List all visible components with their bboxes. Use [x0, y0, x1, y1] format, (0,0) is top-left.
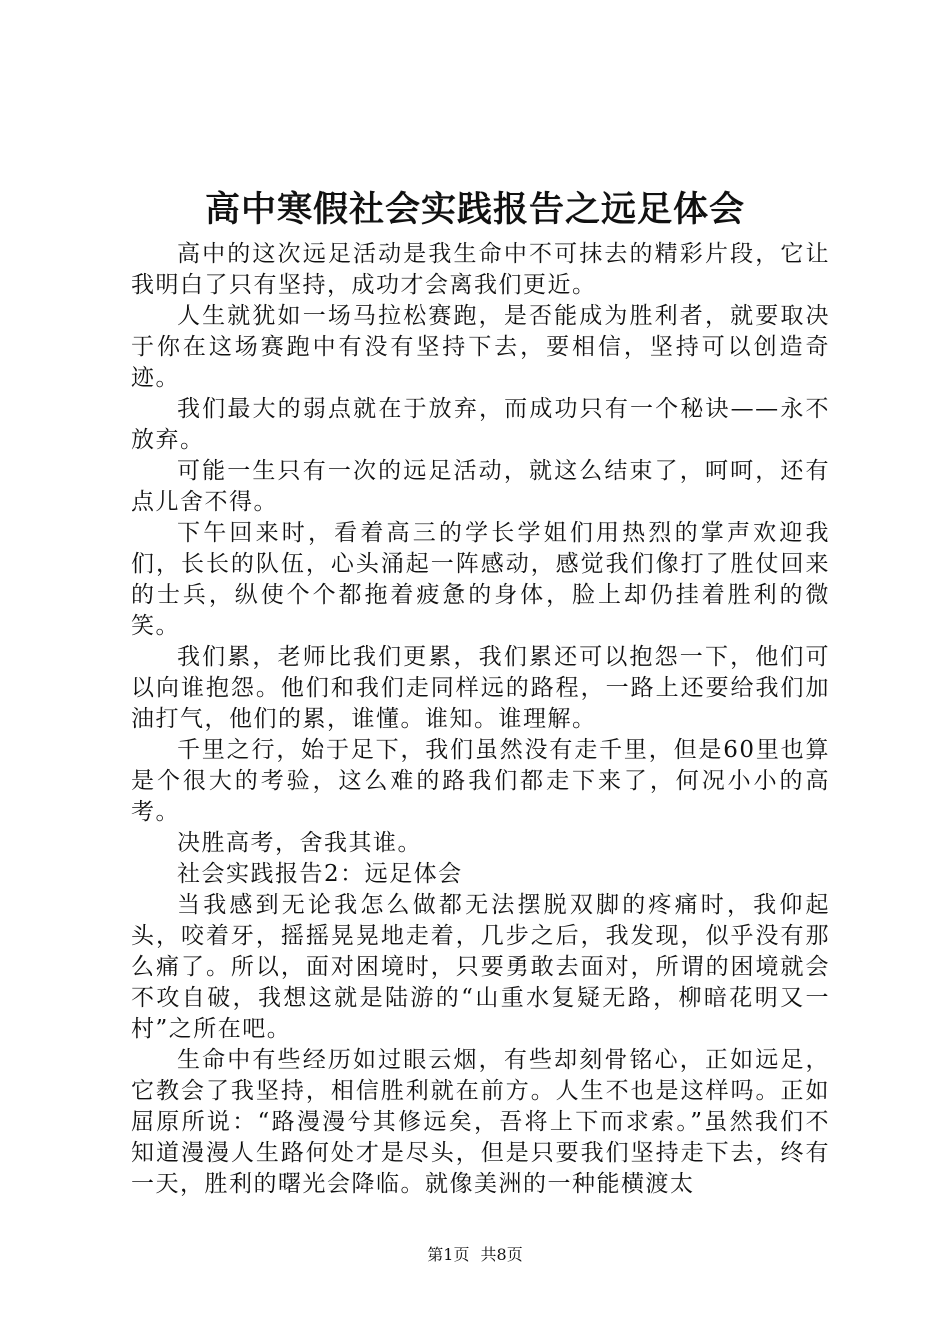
- page-number: 第1页: [427, 1245, 470, 1264]
- paragraph: 人生就犹如一场马拉松赛跑，是否能成为胜利者，就要取决于你在这场赛跑中有没有坚持下去，要相信，坚持可以创造奇迹。: [131, 303, 830, 391]
- paragraph: 我们累，老师比我们更累，我们累还可以抱怨一下，他们可以向谁抱怨。他们和我们走同样远的路程，一路上还要给我们加油打气，他们的累，谁懂。谁知。谁理解。: [131, 644, 830, 732]
- document-title: 高中寒假社会实践报告之远足体会: [204, 189, 745, 230]
- paragraph: 生命中有些经历如过眼云烟，有些却刻骨铭心，正如远足，它教会了我坚持，相信胜利就在前方。人生不也是这样吗。正如屈原所说：“路漫漫兮其修远矣，吾将上下而求索。”虽然我们不知道漫漫人生路何处才是尽头，但是只要我们坚持走下去，终有一天，胜利的曙光会降临。就像美洲的一种能横渡太: [131, 1047, 830, 1197]
- document-body: [131, 239, 830, 1200]
- paragraph: 可能一生只有一次的远足活动，就这么结束了，呵呵，还有点儿舍不得。: [131, 458, 830, 515]
- page-total: 共8页: [480, 1245, 523, 1264]
- page-footer: [0, 1244, 950, 1266]
- paragraph: 当我感到无论我怎么做都无法摆脱双脚的疼痛时，我仰起头，咬着牙，摇摇晃晃地走着，几步之后，我发现，似乎没有那么痛了。所以，面对困境时，只要勇敢去面对，所谓的困境就会不攻自破，我想这就是陆游的“山重水复疑无路，柳暗花明又一村”之所在吧。: [131, 892, 830, 1042]
- paragraph: 高中的这次远足活动是我生命中不可抹去的精彩片段，它让我明白了只有坚持，成功才会离我们更近。: [131, 241, 830, 298]
- section-heading: 社会实践报告2：远足体会: [177, 861, 463, 887]
- paragraph: 我们最大的弱点就在于放弃，而成功只有一个秘诀——永不放弃。: [131, 396, 830, 453]
- paragraph: 千里之行，始于足下，我们虽然没有走千里，但是60里也算是个很大的考验，这么难的路我们都走下来了，何况小小的高考。: [131, 737, 830, 825]
- paragraph: 决胜高考，舍我其谁。: [177, 830, 422, 856]
- paragraph: 下午回来时，看着高三的学长学姐们用热烈的掌声欢迎我们，长长的队伍，心头涌起一阵感动，感觉我们像打了胜仗回来的士兵，纵使个个都拖着疲惫的身体，脸上却仍挂着胜利的微笑。: [131, 520, 830, 639]
